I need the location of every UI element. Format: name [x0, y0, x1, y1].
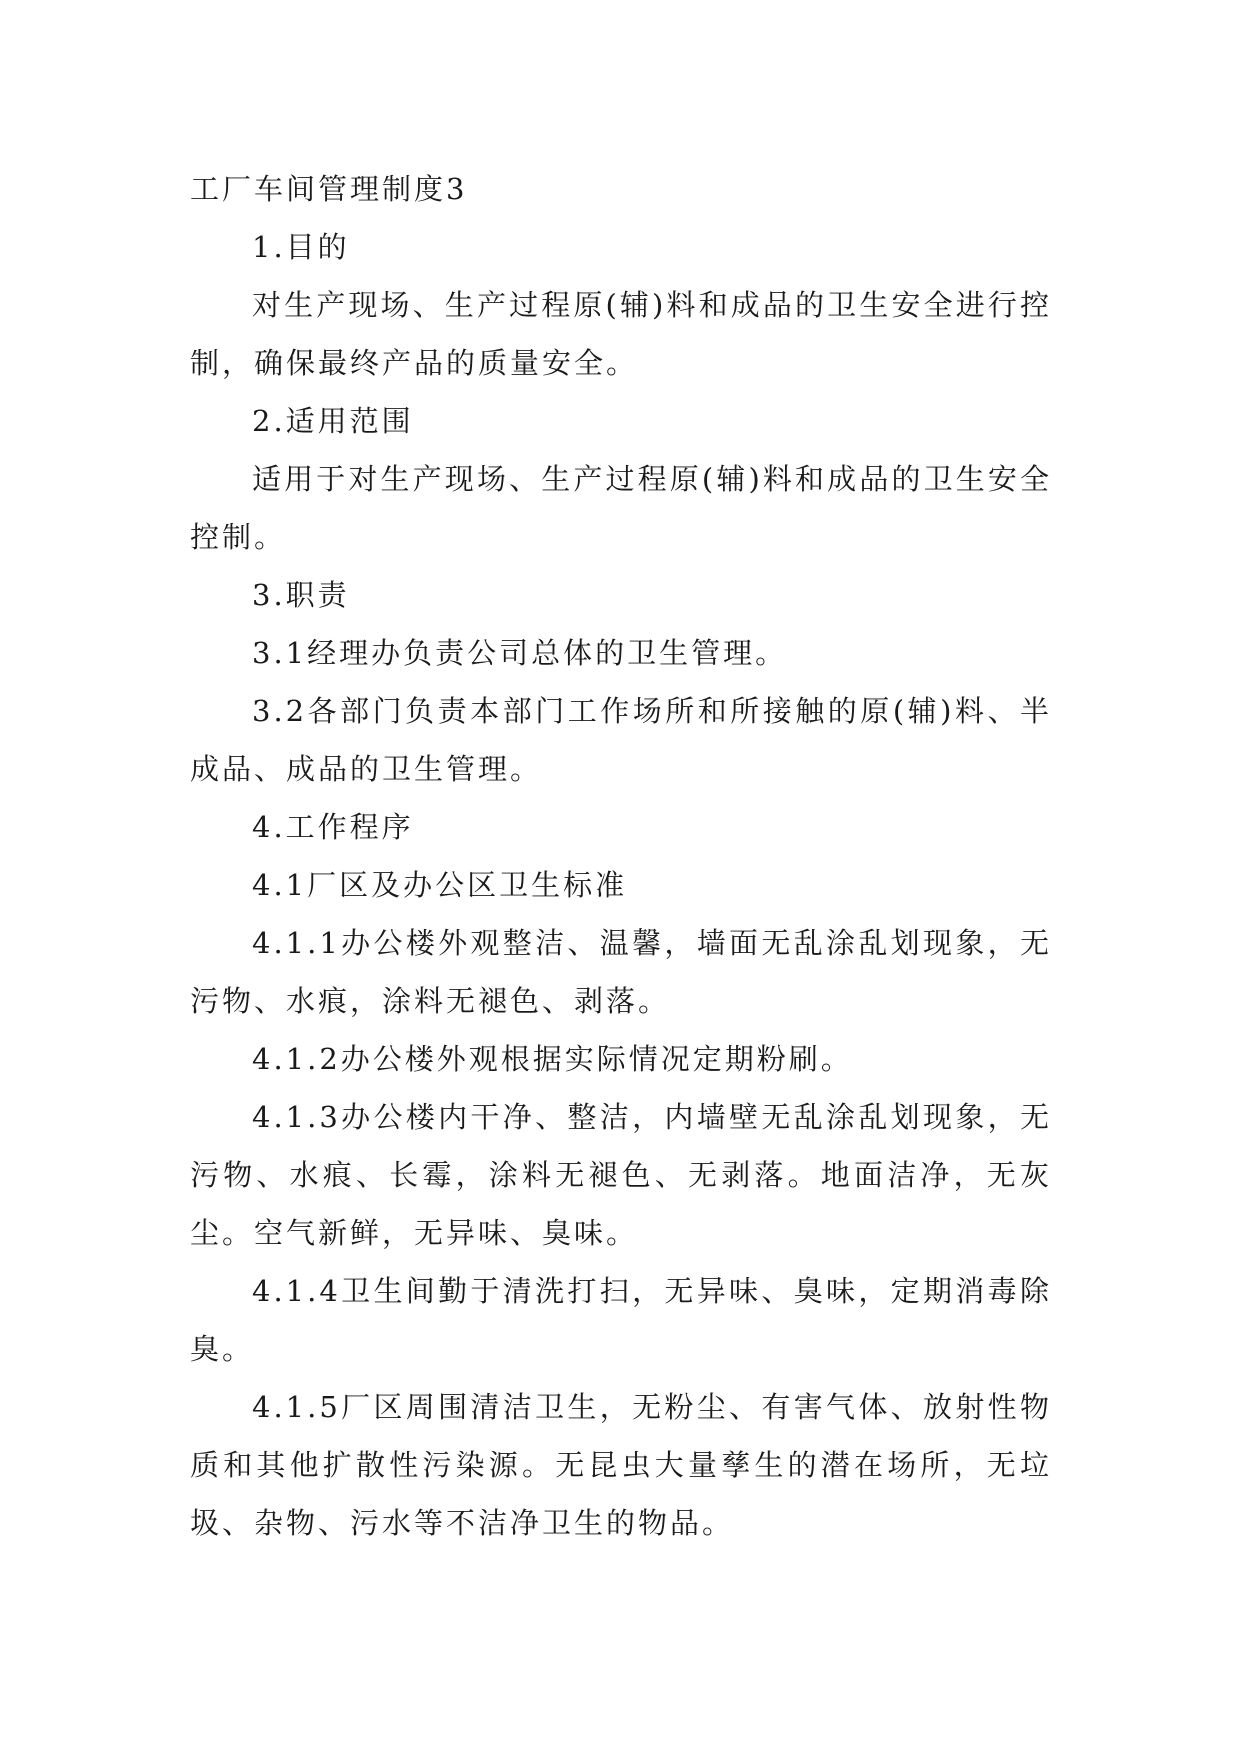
paragraph: 4.1.1办公楼外观整洁、温馨，墙面无乱涂乱划现象，无污物、水痕，涂料无褪色、剥落。: [190, 926, 1052, 1018]
paragraph: 4.1.5厂区周围清洁卫生，无粉尘、有害气体、放射性物质和其他扩散性污染源。无昆虫大量孳生的潜在场所，无垃圾、杂物、污水等不洁净卫生的物品。: [190, 1390, 1052, 1540]
subsection-heading: 4.1厂区及办公区卫生标准: [252, 868, 628, 902]
paragraph: 4.1.3办公楼内干净、整洁，内墙壁无乱涂乱划现象，无污物、水痕、长霉，涂料无褪色、无剥落。地面洁净，无灰尘。空气新鲜，无异味、臭味。: [190, 1100, 1052, 1250]
paragraph: 3.1经理办负责公司总体的卫生管理。: [252, 636, 788, 670]
paragraph: 适用于对生产现场、生产过程原(辅)料和成品的卫生安全控制。: [190, 462, 1052, 554]
section-heading-procedure: 4.工作程序: [252, 810, 414, 844]
section-heading-responsibilities: 3.职责: [252, 578, 350, 612]
section-heading-purpose: 1.目的: [252, 230, 350, 264]
paragraph: 4.1.2办公楼外观根据实际情况定期粉刷。: [252, 1042, 853, 1076]
section-heading-scope: 2.适用范围: [252, 404, 414, 438]
paragraph: 对生产现场、生产过程原(辅)料和成品的卫生安全进行控制，确保最终产品的质量安全。: [190, 288, 1052, 380]
document-body: [190, 160, 1052, 1552]
paragraph: 4.1.4卫生间勤于清洗打扫，无异味、臭味，定期消毒除臭。: [190, 1274, 1052, 1366]
document-title: 工厂车间管理制度3: [190, 172, 468, 206]
paragraph: 3.2各部门负责本部门工作场所和所接触的原(辅)料、半成品、成品的卫生管理。: [190, 694, 1052, 786]
